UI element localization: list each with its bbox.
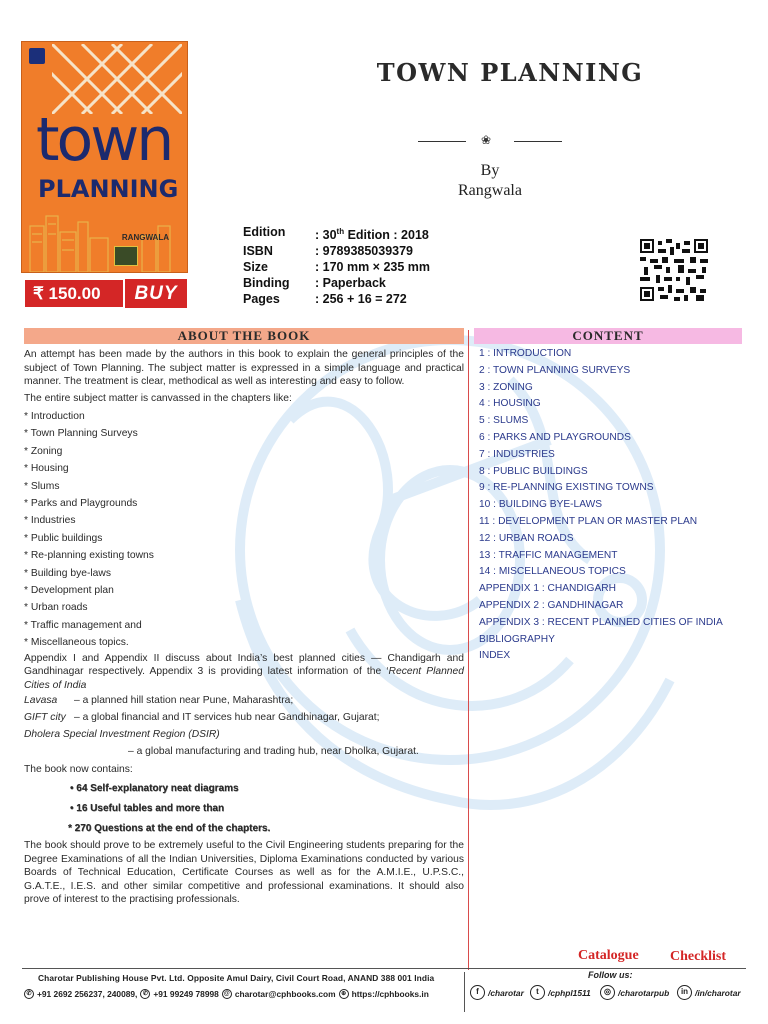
list-item: 10 : BUILDING BYE-LAWS xyxy=(479,499,603,511)
list-item: * Public buildings xyxy=(24,532,103,544)
list-item: 14 : MISCELLANEOUS TOPICS xyxy=(479,566,626,578)
cover-title-planning: PLANNING xyxy=(38,175,179,203)
city-name: GIFT city xyxy=(24,712,66,724)
facebook-handle: /charotar xyxy=(488,987,524,998)
dsir-name: Dholera Special Investment Region (DSIR) xyxy=(24,729,220,741)
list-item: * Introduction xyxy=(24,411,85,422)
city-description: – a planned hill station near Pune, Maharashtra; xyxy=(74,695,294,707)
twitter-link[interactable] xyxy=(530,985,591,1000)
whatsapp-icon: ✆ xyxy=(140,989,150,999)
detail-value: : Paperback xyxy=(315,276,386,291)
about-section-header: ABOUT THE BOOK xyxy=(24,328,464,344)
about-chapters-intro: The entire subject matter is canvassed in the chapters like: xyxy=(24,392,292,404)
buy-button[interactable]: BUY xyxy=(125,279,187,308)
linkedin-icon: in xyxy=(677,985,692,1000)
about-intro-paragraph: An attempt has been made by the authors in this book to explain the general principles of the subject of Town Planning. The subject matter is expressed in a simple language and practical manner. The treatment is clear, methodical as well as interesting and easy to follow. xyxy=(24,349,464,387)
dsir-description: – a global manufacturing and trading hub, near Dholka, Gujarat. xyxy=(128,746,419,758)
cover-author: RANGWALA xyxy=(121,233,169,242)
detail-label: Size xyxy=(243,260,269,275)
list-item: 11 : DEVELOPMENT PLAN OR MASTER PLAN xyxy=(479,515,698,527)
detail-value: : 9789385039379 xyxy=(315,244,414,259)
list-item: 6 : PARKS AND PLAYGROUNDS xyxy=(479,431,631,443)
detail-pages xyxy=(243,291,430,307)
qr-code-icon[interactable] xyxy=(640,239,708,301)
globe-icon: ⊕ xyxy=(339,989,349,999)
feature-item: • 16 Useful tables and more than xyxy=(70,803,225,815)
list-item: * Re-planning existing towns xyxy=(24,550,154,562)
list-item: APPENDIX 3 : RECENT PLANNED CITIES OF INDIA xyxy=(479,616,723,628)
list-item: APPENDIX 2 : GANDHINAGAR xyxy=(479,599,624,611)
detail-label: Pages xyxy=(243,292,280,307)
title-ornament xyxy=(418,134,562,150)
follow-us-label: Follow us: xyxy=(588,970,633,980)
flower-icon: ❀ xyxy=(481,133,492,147)
lavasa-row xyxy=(24,692,464,709)
detail-label: Edition xyxy=(243,225,286,239)
about-final-paragraph: The book should prove to be extremely useful to the Civil Engineering students preparing for the Degree Examinations of all the Indian Universities, Diploma Examinations conducted by various Boards of Technical Education, Certificate Courses as well as for the A.M.I.E., U.P.S.C., G.A.T.E., I.E.S. and other similar competitive and professional examinations. It should also prove of interest to the practising professionals. xyxy=(24,840,464,906)
footer-separator xyxy=(464,972,465,1012)
list-item: 12 : URBAN ROADS xyxy=(479,532,574,544)
book-cover[interactable] xyxy=(22,42,187,272)
detail-binding xyxy=(243,275,430,291)
detail-value: : 30th Edition : 2018 xyxy=(315,227,429,243)
twitter-icon: t xyxy=(530,985,545,1000)
facebook-icon: f xyxy=(470,985,485,1000)
city-name: Lavasa xyxy=(24,695,58,707)
detail-label: Binding xyxy=(243,276,290,291)
instagram-link[interactable] xyxy=(600,985,669,1000)
list-item: * Industries xyxy=(24,515,76,527)
content-list xyxy=(479,346,749,665)
list-item: * Urban roads xyxy=(24,602,88,614)
author-name: Rangwala xyxy=(458,182,522,199)
list-item: 1 : INTRODUCTION xyxy=(479,348,572,359)
phone-icon: ✆ xyxy=(24,989,34,999)
cover-title-town: town xyxy=(36,105,172,175)
detail-isbn xyxy=(243,243,430,259)
phone-numbers[interactable]: +91 2692 256237, 240089, xyxy=(37,989,138,999)
detail-value: : 170 mm × 235 mm xyxy=(315,260,430,275)
list-item: 9 : RE-PLANNING EXISTING TOWNS xyxy=(479,482,654,494)
publisher-logo-icon xyxy=(29,48,45,64)
facebook-link[interactable] xyxy=(470,985,524,1000)
price-badge: ₹ 150.00 xyxy=(25,280,123,307)
book-details xyxy=(243,224,430,307)
list-item: * Traffic management and xyxy=(24,619,142,631)
contains-title: The book now contains: xyxy=(24,764,133,776)
email-icon: @ xyxy=(222,989,232,999)
list-item: * Building bye-laws xyxy=(24,567,111,579)
whatsapp-number[interactable]: +91 99249 78998 xyxy=(153,989,219,999)
list-item: * Parks and Playgrounds xyxy=(24,498,138,510)
list-item: * Miscellaneous topics. xyxy=(24,637,129,649)
feature-item: * 270 Questions at the end of the chapters. xyxy=(68,823,271,835)
list-item: * Zoning xyxy=(24,445,63,457)
list-item: * Slums xyxy=(24,480,60,492)
city-description: – a global financial and IT services hub near Gandhinagar, Gujarat; xyxy=(74,712,380,724)
detail-label: ISBN xyxy=(243,244,273,259)
content-section-header: CONTENT xyxy=(474,328,742,344)
list-item: 5 : SLUMS xyxy=(479,415,529,427)
list-item: INDEX xyxy=(479,650,511,662)
linkedin-handle: /in/charotar xyxy=(695,987,741,998)
footer-divider xyxy=(22,968,746,969)
appendix-paragraph: Appendix I and Appendix II discuss about India’s best planned cities — Chandigarh and Gandhinagar respectively. Appendix 3 is providing latest information of the ‘Recent Planned Cities of India xyxy=(24,652,464,691)
list-item: 2 : TOWN PLANNING SURVEYS xyxy=(479,364,631,376)
list-item: 8 : PUBLIC BUILDINGS xyxy=(479,465,588,477)
chapter-bullet-list xyxy=(24,408,464,652)
list-item: BIBLIOGRAPHY xyxy=(479,633,555,645)
list-item: * Town Planning Surveys xyxy=(24,428,138,440)
gift-city-row xyxy=(24,709,464,726)
instagram-handle: /charotarpub xyxy=(618,987,670,998)
list-item: * Development plan xyxy=(24,585,114,597)
list-item: 3 : ZONING xyxy=(479,381,533,393)
feature-item: • 64 Self-explanatory neat diagrams xyxy=(70,783,239,795)
website-link[interactable]: https://cphbooks.in xyxy=(351,989,429,999)
publisher-address: Charotar Publishing House Pvt. Ltd. Opposite Amul Dairy, Civil Court Road, ANAND 388 001 India xyxy=(38,973,435,983)
list-item: 4 : HOUSING xyxy=(479,398,541,410)
list-item: 7 : INDUSTRIES xyxy=(479,448,555,460)
linkedin-link[interactable] xyxy=(677,985,741,1000)
by-label: By xyxy=(480,162,500,179)
contact-row xyxy=(24,989,429,999)
about-section xyxy=(24,348,464,907)
catalogue-link[interactable]: Catalogue xyxy=(578,948,639,963)
detail-value: : 256 + 16 = 272 xyxy=(315,292,407,307)
book-title: TOWN PLANNING xyxy=(376,58,644,87)
lattice-graphic xyxy=(52,44,182,114)
column-divider xyxy=(468,330,469,970)
email-address[interactable]: charotar@cphbooks.com xyxy=(234,989,336,999)
list-item: * Housing xyxy=(24,463,69,475)
twitter-handle: /cphpl1511 xyxy=(548,987,591,998)
instagram-icon: ◎ xyxy=(600,985,615,1000)
checklist-link[interactable]: Checklist xyxy=(670,949,726,964)
detail-edition xyxy=(243,224,430,243)
detail-size xyxy=(243,259,430,275)
list-item: APPENDIX 1 : CHANDIGARH xyxy=(479,583,616,595)
cover-badge-icon xyxy=(114,246,138,266)
list-item: 13 : TRAFFIC MANAGEMENT xyxy=(479,549,618,561)
